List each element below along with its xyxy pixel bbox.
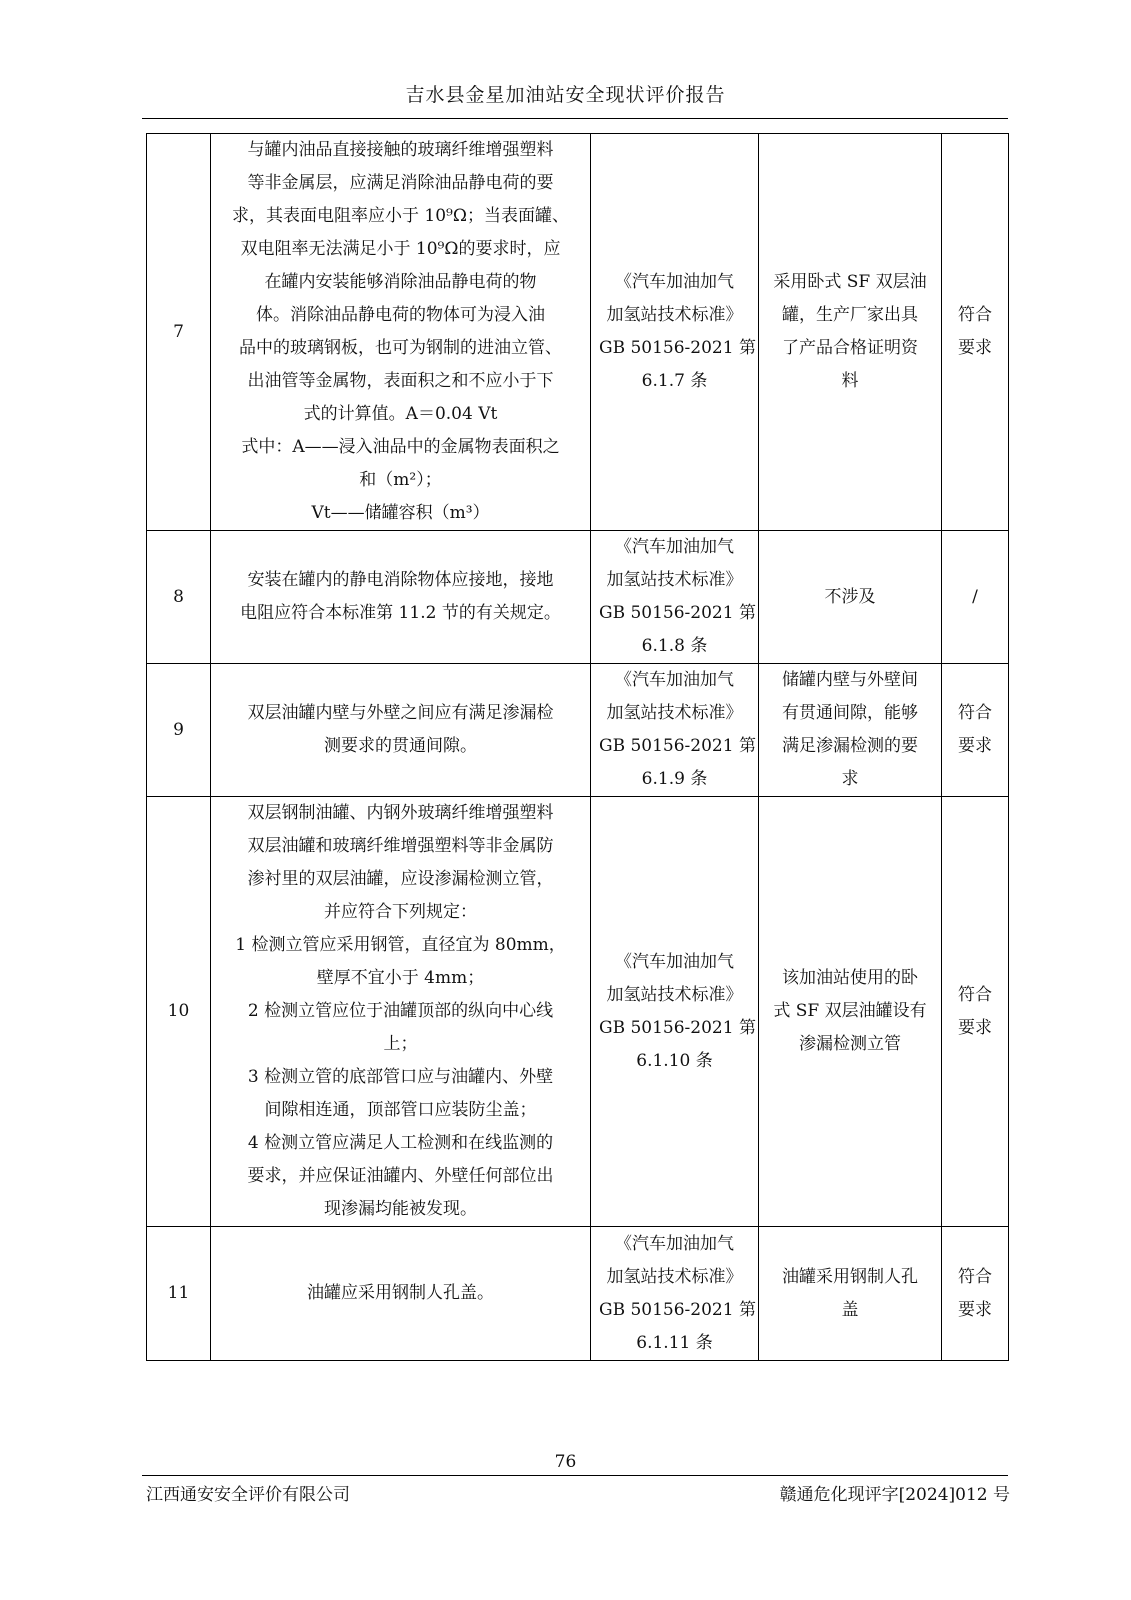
cell-line: 2 检测立管应位于油罐顶部的纵向中心线 — [247, 1001, 554, 1021]
cell-line: 电阻应符合本标准第 11.2 节的有关规定。 — [240, 603, 561, 623]
cell-line: 间隙相连通，顶部管口应装防尘盖； — [264, 1100, 537, 1120]
cell-line: 要求 — [958, 1299, 992, 1320]
evaluation-result — [942, 134, 1009, 531]
cell-line: 料 — [841, 371, 859, 391]
cell-line: 有贯通间隙，能够 — [782, 703, 918, 723]
cell-line: 要求 — [958, 736, 992, 756]
cell-line: 要求 — [958, 1017, 992, 1038]
table-row — [147, 134, 1009, 531]
cell-line: 6.1.11 条 — [636, 1332, 713, 1353]
evaluation-result — [942, 531, 1009, 664]
table-row — [147, 1227, 1009, 1361]
evaluation-table-body — [147, 134, 1009, 1361]
evaluation-result — [942, 797, 1009, 1227]
cell-line: 双层油罐和玻璃纤维增强塑料等非金属防 — [247, 836, 554, 856]
cell-line: GB 50156-2021 第 — [599, 736, 756, 756]
cell-line: 加氢站技术标准》 — [606, 305, 743, 325]
cell-line: 3 检测立管的底部管口应与油罐内、外壁 — [247, 1067, 554, 1087]
cell-line: 和（m²）； — [359, 470, 442, 490]
requirement-clause — [211, 134, 591, 531]
cell-line: 上； — [383, 1034, 418, 1054]
footer-report-number: 赣通危化现评字[2024]012 号 — [779, 1485, 1010, 1505]
cell-line: 罐，生产厂家出具 — [782, 305, 918, 325]
cell-line: 渗衬里的双层油罐，应设渗漏检测立管， — [247, 869, 554, 889]
item-number: 10 — [147, 797, 211, 1227]
cell-line: 油罐应采用钢制人孔盖。 — [307, 1283, 494, 1303]
basis-reference — [591, 531, 759, 664]
cell-line: 6.1.9 条 — [641, 769, 708, 789]
cell-line: 求，其表面电阻率应小于 10⁹Ω；当表面罐、 — [232, 206, 569, 226]
cell-line: 要求，并应保证油罐内、外壁任何部位出 — [247, 1166, 554, 1186]
cell-line: 加氢站技术标准》 — [606, 703, 743, 723]
cell-line: 了产品合格证明资 — [782, 338, 918, 358]
cell-line: 《汽车加油加气 — [615, 272, 734, 292]
cell-line: 储罐内壁与外壁间 — [782, 670, 918, 690]
cell-line: 不涉及 — [824, 586, 876, 607]
cell-line: 式中：A——浸入油品中的金属物表面积之 — [241, 437, 560, 457]
evaluation-result — [942, 664, 1009, 797]
cell-line: 加氢站技术标准》 — [606, 570, 743, 590]
cell-line: 并应符合下列规定： — [324, 902, 477, 922]
cell-line: GB 50156-2021 第 — [599, 603, 756, 623]
cell-line: 安装在罐内的静电消除物体应接地，接地 — [247, 570, 554, 590]
cell-line: 要求 — [958, 338, 992, 358]
basis-reference — [591, 797, 759, 1227]
cell-line: 《汽车加油加气 — [615, 1233, 734, 1254]
item-number: 11 — [147, 1227, 211, 1361]
basis-reference — [591, 664, 759, 797]
cell-line: 双层油罐内壁与外壁之间应有满足渗漏检 — [247, 703, 554, 723]
cell-line: 6.1.8 条 — [641, 636, 708, 656]
cell-line: 加氢站技术标准》 — [606, 1266, 743, 1287]
cell-line: 测要求的贯通间隙。 — [324, 736, 477, 756]
actual-situation — [759, 134, 942, 531]
cell-line: 采用卧式 SF 双层油 — [773, 272, 927, 292]
cell-line: 在罐内安装能够消除油品静电荷的物 — [264, 272, 537, 292]
cell-line: 求 — [841, 769, 859, 789]
cell-line: GB 50156-2021 第 — [599, 1017, 756, 1038]
cell-line: 式的计算值。A＝0.04 Vt — [303, 404, 498, 424]
table-row — [147, 531, 1009, 664]
cell-line: / — [972, 586, 978, 607]
actual-situation — [759, 1227, 942, 1361]
cell-line: 符合 — [958, 1266, 992, 1287]
actual-situation — [759, 664, 942, 797]
cell-line: 《汽车加油加气 — [615, 537, 734, 557]
cell-line: 1 检测立管应采用钢管，直径宜为 80mm， — [235, 935, 566, 955]
requirement-clause — [211, 531, 591, 664]
cell-line: 式 SF 双层油罐设有 — [773, 1001, 927, 1021]
header-divider — [142, 118, 1008, 119]
cell-line: 盖 — [841, 1299, 859, 1320]
requirement-clause — [211, 1227, 591, 1361]
cell-line: 现渗漏均能被发现。 — [324, 1199, 477, 1219]
item-number: 8 — [147, 531, 211, 664]
cell-line: 双电阻率无法满足小于 10⁹Ω的要求时，应 — [240, 239, 561, 259]
cell-line: 4 检测立管应满足人工检测和在线监测的 — [247, 1133, 554, 1153]
cell-line: 出油管等金属物，表面积之和不应小于下 — [247, 371, 554, 391]
cell-line: 加氢站技术标准》 — [606, 984, 743, 1005]
cell-line: 该加油站使用的卧 — [782, 968, 918, 988]
cell-line: 《汽车加油加气 — [615, 951, 734, 972]
cell-line: 渗漏检测立管 — [799, 1034, 901, 1054]
report-title: 吉水县金星加油站安全现状评价报告 — [405, 84, 726, 106]
actual-situation — [759, 531, 942, 664]
footer-divider — [142, 1475, 1008, 1476]
page-number: 76 — [554, 1452, 577, 1472]
cell-line: 6.1.10 条 — [636, 1050, 713, 1071]
requirement-clause — [211, 797, 591, 1227]
cell-line: 双层钢制油罐、内钢外玻璃纤维增强塑料 — [247, 803, 554, 823]
cell-line: GB 50156-2021 第 — [599, 338, 756, 358]
basis-reference — [591, 1227, 759, 1361]
cell-line: 与罐内油品直接接触的玻璃纤维增强塑料 — [247, 140, 554, 160]
table-row — [147, 664, 1009, 797]
cell-line: 6.1.7 条 — [641, 371, 708, 391]
table-row — [147, 797, 1009, 1227]
cell-line: GB 50156-2021 第 — [599, 1299, 756, 1320]
requirement-clause — [211, 664, 591, 797]
cell-line: 符合 — [958, 305, 992, 325]
cell-line: 符合 — [958, 703, 992, 723]
cell-line: 《汽车加油加气 — [615, 670, 734, 690]
item-number: 7 — [147, 134, 211, 531]
item-number: 9 — [147, 664, 211, 797]
cell-line: 品中的玻璃钢板，也可为钢制的进油立管、 — [239, 338, 562, 358]
cell-line: 符合 — [958, 984, 992, 1005]
cell-line: 满足渗漏检测的要 — [782, 736, 918, 756]
actual-situation — [759, 797, 942, 1227]
cell-line: 等非金属层，应满足消除油品静电荷的要 — [247, 173, 554, 193]
basis-reference — [591, 134, 759, 531]
cell-line: 壁厚不宜小于 4mm； — [316, 968, 485, 988]
cell-line: 油罐采用钢制人孔 — [782, 1266, 918, 1287]
evaluation-table — [146, 133, 1009, 1361]
cell-line: Vt——储罐容积（m³） — [311, 503, 490, 523]
evaluation-result — [942, 1227, 1009, 1361]
cell-line: 体。消除油品静电荷的物体可为浸入油 — [256, 305, 545, 325]
footer-company: 江西通安安全评价有限公司 — [146, 1485, 350, 1505]
